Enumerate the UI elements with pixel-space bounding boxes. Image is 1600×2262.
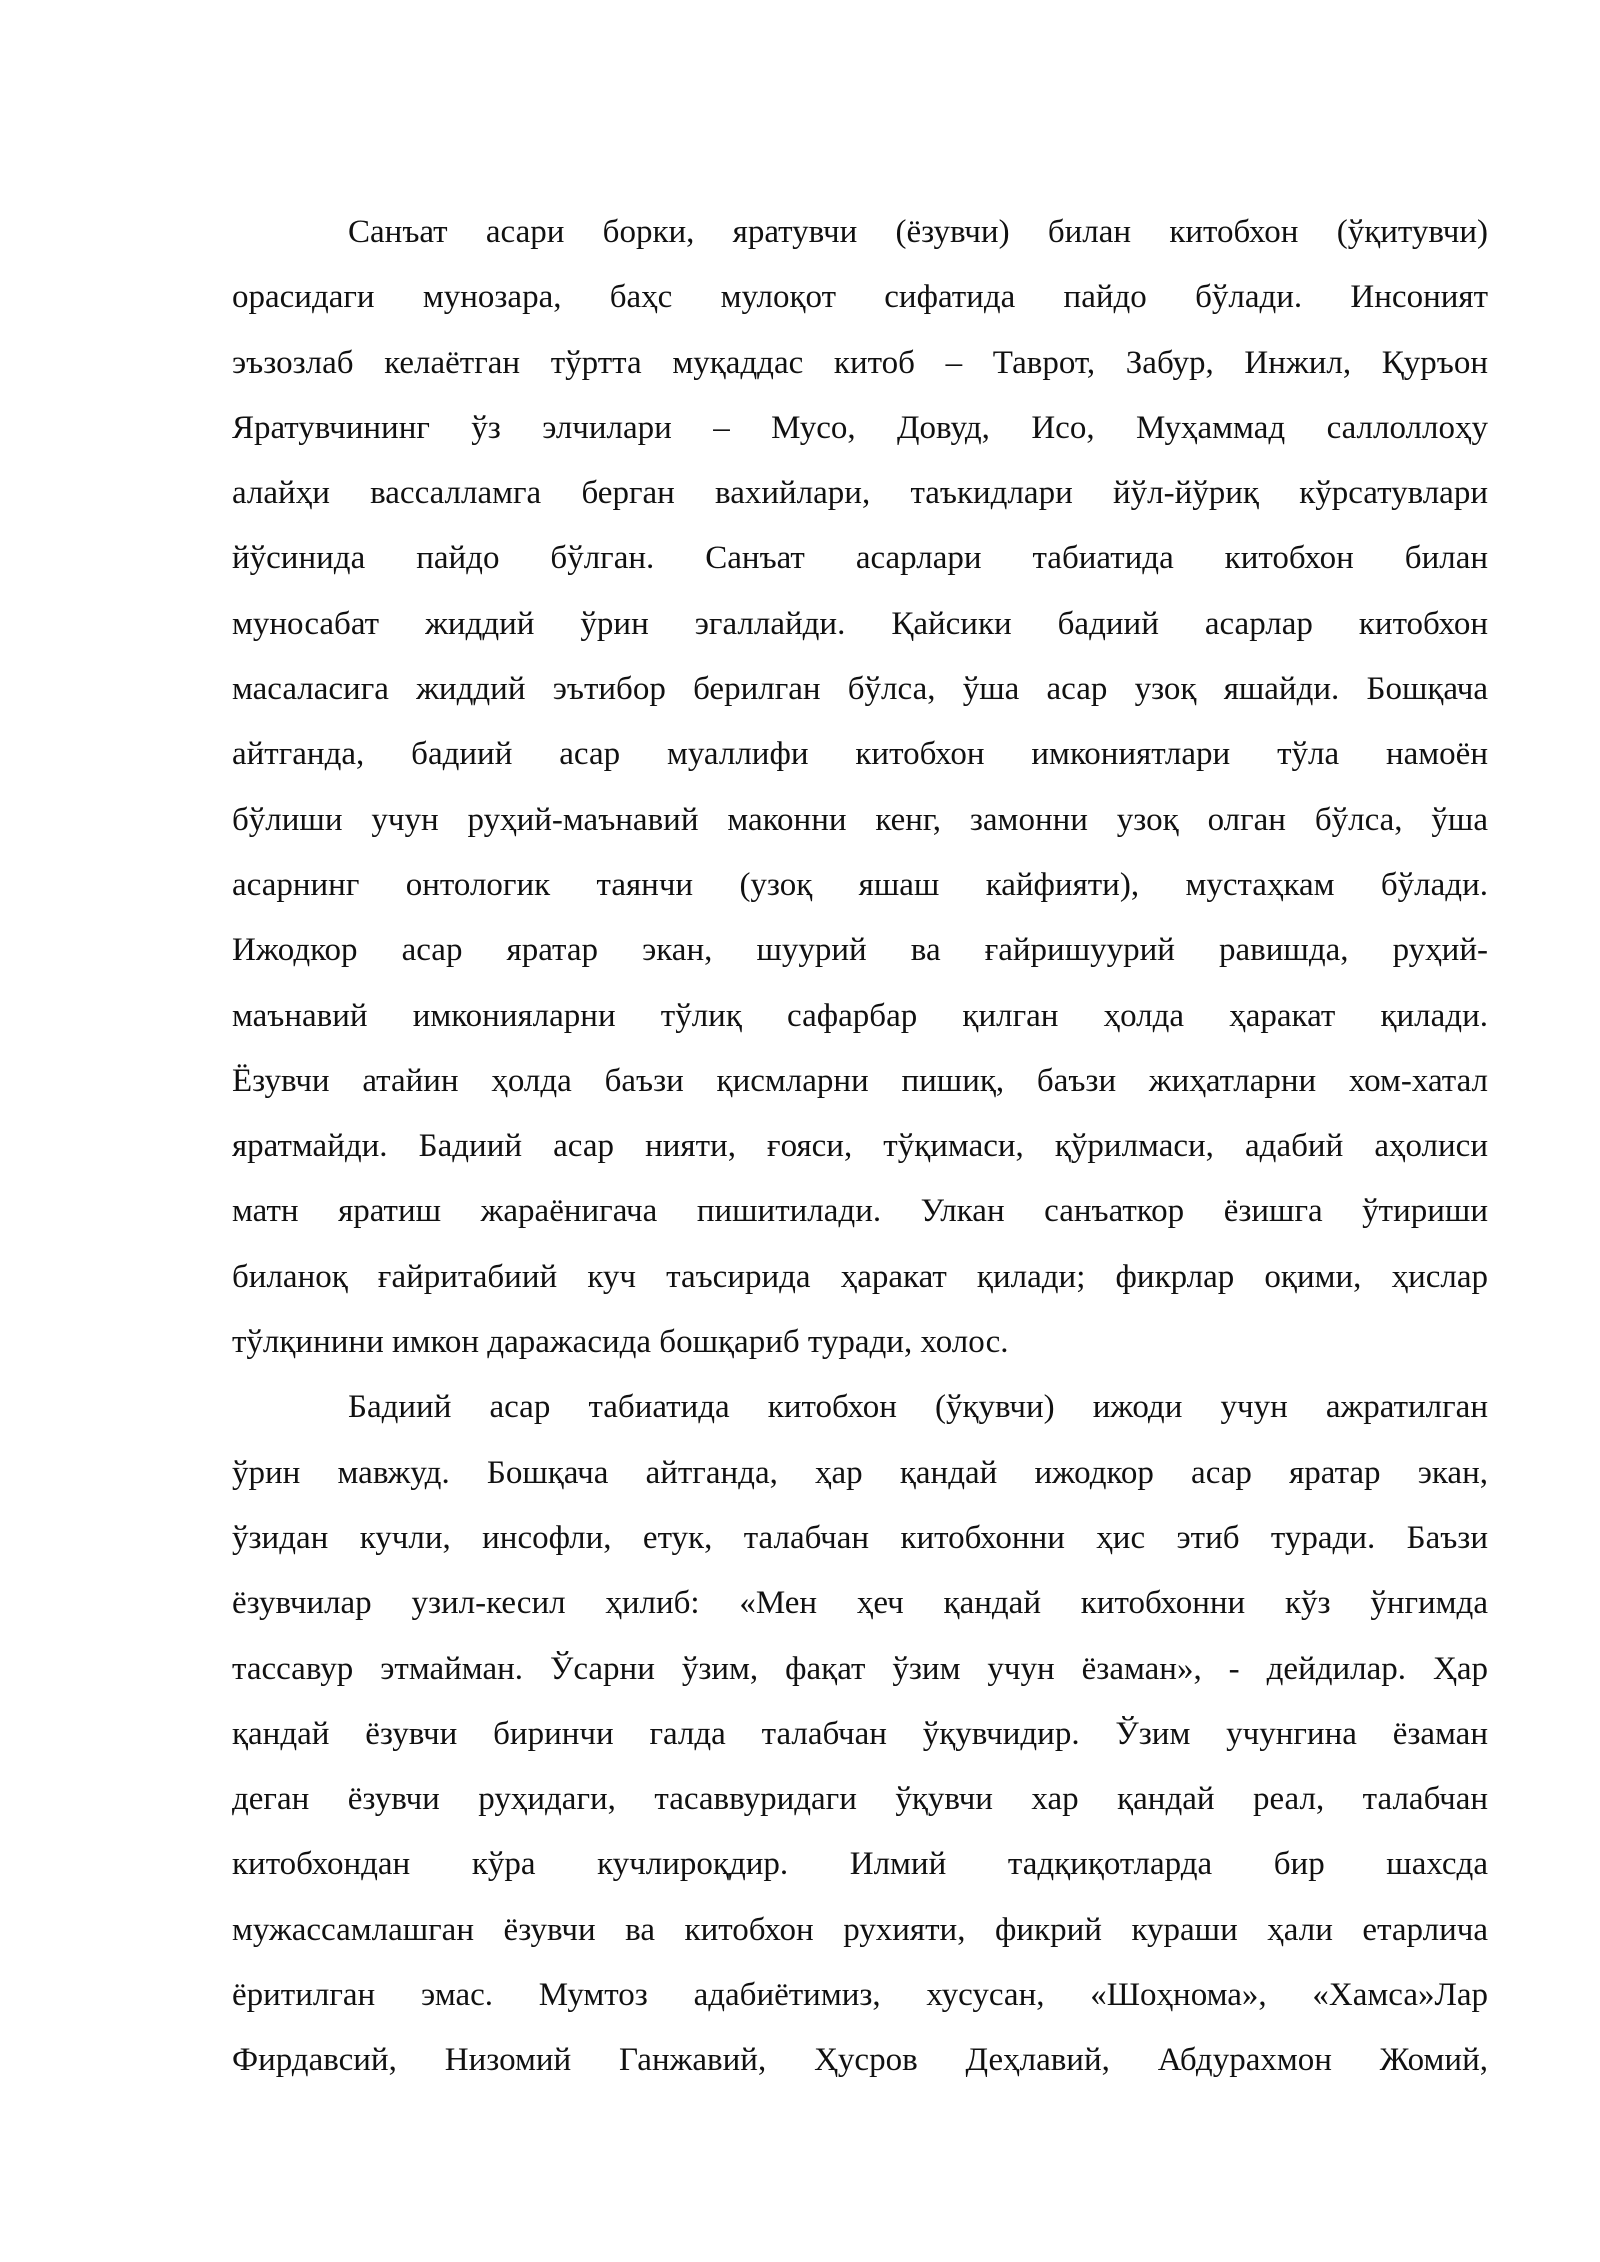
- text-line: ўзидан кучли, инсофли, етук, талабчан китобхонни ҳис этиб туради. Баъзи: [232, 1519, 1488, 1556]
- text-line: алайҳи вассалламга берган вахийлари, таъкидлари йўл-йўриқ кўрсатувлари: [232, 475, 1488, 512]
- text-line: матн яратиш жараёнигача пишитилади. Улкан санъаткор ёзишга ўтириши: [232, 1193, 1488, 1230]
- text-line: муносабат жиддий ўрин эгаллайди. Қайсики бадиий асарлар китобхон: [232, 605, 1488, 642]
- text-line: эъзозлаб келаётган тўртта муқаддас китоб – Таврот, Забур, Инжил, Қуръон: [232, 344, 1488, 381]
- text-line: масаласига жиддий эътибор берилган бўлса, ўша асар узоқ яшайди. Бошқача: [232, 671, 1488, 708]
- text-line: айтганда, бадиий асар муаллифи китобхон имкониятлари тўла намоён: [232, 736, 1488, 773]
- text-line: Яратувчининг ўз элчилари – Мусо, Довуд, Исо, Муҳаммад саллоллоҳу: [232, 409, 1488, 446]
- text-line: яратмайди. Бадиий асар нияти, ғояси, тўқимаси, қўрилмаси, адабий аҳолиси: [232, 1128, 1488, 1165]
- text-line: бўлиши учун руҳий-маънавий маконни кенг, замонни узоқ олган бўлса, ўша: [232, 801, 1488, 838]
- text-line: деган ёзувчи руҳидаги, тасаввуридаги ўқувчи хар қандай реал, талабчан: [232, 1781, 1488, 1818]
- text-line: тўлқинини имкон даражасида бошқариб туради, холос.: [232, 1324, 1009, 1361]
- text-line: маънавий имконияларни тўлиқ сафарбар қилган ҳолда ҳаракат қилади.: [232, 997, 1488, 1034]
- text-line: йўсинида пайдо бўлган. Санъат асарлари табиатида китобхон билан: [232, 540, 1488, 577]
- text-line: орасидаги мунозара, баҳс мулоқот сифатида пайдо бўлади. Инсоният: [232, 279, 1488, 316]
- text-line: Бадиий асар табиатида китобхон (ўқувчи) ижоди учун ажратилган: [348, 1389, 1488, 1426]
- text-line: китобхондан кўра кучлироқдир. Илмий тадқиқотларда бир шахсда: [232, 1846, 1488, 1883]
- text-line: тассавур этмайман. Ўсарни ўзим, фақат ўзим учун ёзаман», - дейдилар. Ҳар: [232, 1650, 1488, 1687]
- text-line: Фирдавсий, Низомий Ганжавий, Ҳусров Деҳлавий, Абдурахмон Жомий,: [232, 2042, 1488, 2079]
- text-line: Ёзувчи атайин ҳолда баъзи қисмларни пишиқ, баъзи жиҳатларни хом-хатал: [232, 1062, 1488, 1099]
- text-line: биланоқ ғайритабиий куч таъсирида ҳаракат қилади; фикрлар оқими, ҳислар: [232, 1258, 1488, 1295]
- text-line: ўрин мавжуд. Бошқача айтганда, ҳар қандай ижодкор асар яратар экан,: [232, 1454, 1488, 1491]
- text-line: асарнинг онтологик таянчи (узоқ яшаш кайфияти), мустаҳкам бўлади.: [232, 866, 1488, 903]
- text-line: ёритилган эмас. Мумтоз адабиётимиз, хусусан, «Шоҳнома», «Хамса»Лар: [232, 1977, 1488, 2014]
- text-line: мужассамлашган ёзувчи ва китобхон рухияти, фикрий кураши ҳали етарлича: [232, 1911, 1488, 1948]
- paragraph: [232, 1375, 1488, 2093]
- text-line: ёзувчилар узил-кесил ҳилиб: «Мен ҳеч қандай китобхонни кўз ўнгимда: [232, 1585, 1488, 1622]
- text-line: қандай ёзувчи биринчи галда талабчан ўқувчидир. Ўзим учунгина ёзаман: [232, 1715, 1488, 1752]
- text-line: Ижодкор асар яратар экан, шуурий ва ғайришуурий равишда, руҳий-: [232, 932, 1488, 969]
- paragraph: [232, 200, 1488, 1375]
- text-line: Санъат асари борки, яратувчи (ёзувчи) билан китобхон (ўқитувчи): [348, 214, 1488, 250]
- body-text: [232, 200, 1488, 2094]
